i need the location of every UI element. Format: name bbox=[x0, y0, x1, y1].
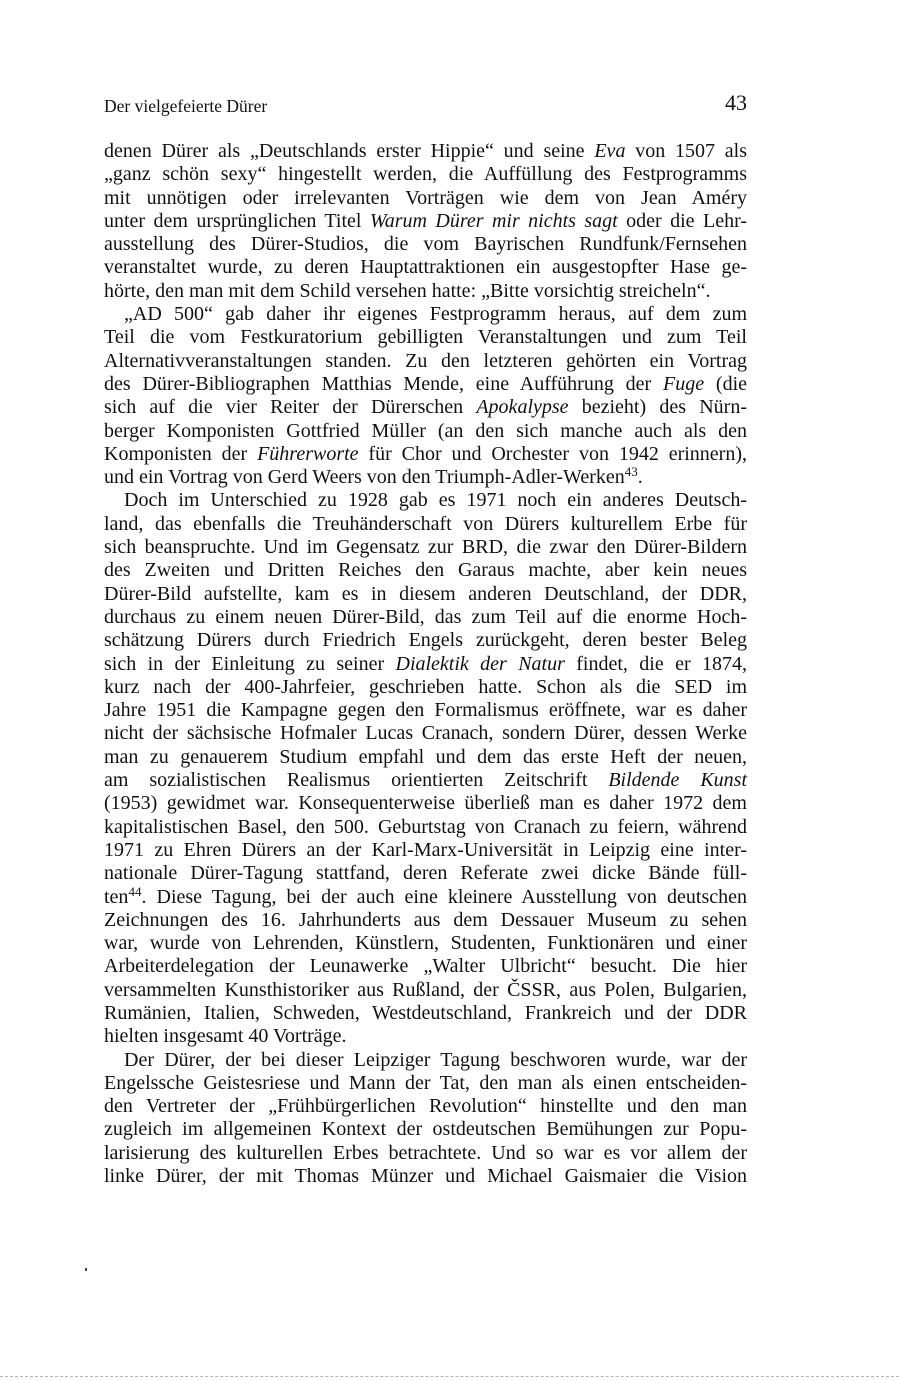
footnote-marker: 44 bbox=[128, 883, 142, 899]
text-run: man zu genauerem Studium empfahl und dem das erste Heft der neuen, bbox=[104, 745, 747, 768]
text-run: oder die Lehr- bbox=[617, 209, 748, 232]
text-run: für Chor und Orchester von 1942 erinnern), bbox=[358, 442, 747, 465]
text-line bbox=[104, 816, 747, 839]
text-line bbox=[104, 536, 747, 559]
text-line bbox=[104, 326, 747, 349]
text-run: bezieht) des Nürn- bbox=[568, 396, 747, 419]
text-run: Komponisten der bbox=[104, 442, 258, 465]
italic-title: Apokalypse bbox=[476, 396, 569, 419]
body-text bbox=[104, 140, 747, 1188]
text-run: Jahre 1951 die Kampagne gegen den Formalismus eröffnete, war es daher bbox=[104, 699, 747, 722]
text-line bbox=[104, 1142, 747, 1165]
text-run: war, wurde von Lehrenden, Künstlern, Studenten, Funktionären und einer bbox=[104, 932, 747, 955]
text-line bbox=[104, 676, 747, 699]
text-run: des Zweiten und Dritten Reiches den Garaus machte, aber kein neues bbox=[104, 559, 747, 582]
text-run: sich beanspruchte. Und im Gegensatz zur BRD, die zwar den Dürer-Bildern bbox=[104, 536, 747, 559]
text-line bbox=[104, 722, 747, 745]
text-run: kurz nach der 400-Jahrfeier, geschrieben hatte. Schon als die SED im bbox=[104, 675, 747, 698]
text-line bbox=[104, 909, 747, 932]
text-run: . Diese Tagung, bei der auch eine kleinere Ausstellung von deutschen bbox=[141, 885, 747, 908]
text-line bbox=[104, 140, 747, 163]
text-run: nicht der sächsische Hofmaler Lucas Cranach, sondern Dürer, dessen Werke bbox=[104, 722, 747, 745]
text-line bbox=[104, 187, 747, 210]
text-line bbox=[104, 420, 747, 443]
text-run: unter dem ursprünglichen Titel bbox=[104, 209, 370, 232]
text-run: am sozialistischen Realismus orientierten Zeitschrift bbox=[104, 769, 609, 792]
italic-title: Führerworte bbox=[257, 442, 359, 465]
text-line bbox=[104, 1095, 747, 1118]
text-line bbox=[104, 746, 747, 769]
text-line bbox=[104, 862, 747, 885]
paragraph bbox=[104, 489, 747, 1048]
italic-title: Dialektik der Natur bbox=[395, 652, 565, 675]
text-run: (1953) gewidmet war. Konsequenterweise überließ man es daher 1972 dem bbox=[104, 792, 747, 815]
text-line bbox=[104, 1002, 747, 1025]
text-run: Teil die vom Festkuratorium gebilligten Veranstaltungen und zum Teil bbox=[104, 326, 747, 349]
text-run: sich auf die vier Reiter der Dürerschen bbox=[104, 396, 477, 419]
text-line bbox=[104, 883, 747, 909]
text-run: den Vertreter der „Frühbürgerlichen Revolution“ hinstellte und den man bbox=[104, 1095, 747, 1118]
text-run: Der Dürer, der bei dieser Leipziger Tagung beschworen wurde, war der bbox=[124, 1048, 747, 1071]
text-run: Arbeiterdelegation der Leunawerke „Walter Ulbricht“ besucht. Die hier bbox=[104, 955, 747, 978]
text-line bbox=[104, 839, 747, 862]
text-run: denen Dürer als „Deutschlands erster Hippie“ und seine bbox=[104, 140, 595, 162]
text-line bbox=[104, 559, 747, 582]
paragraph bbox=[104, 140, 747, 303]
text-line bbox=[104, 699, 747, 722]
text-line bbox=[104, 1049, 747, 1072]
text-run: durchaus zu einem neuen Dürer-Bild, das zum Teil auf die enorme Hoch- bbox=[104, 605, 747, 628]
scan-speck bbox=[85, 1268, 87, 1271]
text-run: findet, die er 1874, bbox=[564, 652, 748, 675]
text-run: (die bbox=[704, 372, 747, 395]
text-line bbox=[104, 489, 747, 512]
text-run: nationale Dürer-Tagung stattfand, deren Referate zwei dicke Bände füll- bbox=[104, 862, 747, 885]
text-run: zugleich im allgemeinen Kontext der ostdeutschen Bemühungen zur Popu- bbox=[104, 1118, 747, 1141]
text-line bbox=[104, 210, 747, 233]
text-run: Dürer-Bild aufstellte, kam es in diesem anderen Deutschland, der DDR, bbox=[104, 582, 747, 605]
text-line bbox=[104, 350, 747, 373]
text-run: ausstellung des Dürer-Studios, die vom Bayrischen Rundfunk/Fernsehen bbox=[104, 233, 747, 256]
text-line bbox=[104, 303, 747, 326]
text-run: mit unnötigen oder irrelevanten Vorträgen wie dem von Jean Améry bbox=[104, 186, 747, 209]
text-line bbox=[104, 1072, 747, 1095]
text-line bbox=[104, 466, 747, 489]
text-run: . bbox=[637, 466, 643, 489]
text-run: Zeichnungen des 16. Jahrhunderts aus dem Dessauer Museum zu sehen bbox=[104, 908, 747, 931]
text-line bbox=[104, 373, 747, 396]
text-run: ten bbox=[104, 885, 129, 908]
text-run: larisierung des kulturellen Erbes betrachtete. Und so war es vor allem der bbox=[104, 1141, 747, 1164]
text-run: von 1507 als bbox=[625, 140, 748, 162]
running-head bbox=[104, 92, 747, 118]
text-run: Alternativveranstaltungen standen. Zu den letzteren gehörten ein Vortrag bbox=[104, 349, 747, 372]
text-line bbox=[104, 233, 747, 256]
text-line bbox=[104, 955, 747, 978]
text-run: Doch im Unterschied zu 1928 gab es 1971 noch ein anderes Deutsch- bbox=[124, 489, 747, 512]
text-run: Rumänien, Italien, Schweden, Westdeutschland, Frankreich und der DDR bbox=[104, 1001, 747, 1024]
text-line bbox=[104, 256, 747, 279]
text-run: hörte, den man mit dem Schild versehen hatte: „Bitte vorsichtig streicheln“. bbox=[104, 279, 711, 302]
text-line bbox=[104, 653, 747, 676]
text-line bbox=[104, 583, 747, 606]
page-bottom-edge bbox=[0, 1376, 899, 1377]
text-run: „ganz schön sexy“ hingestellt werden, die Auffüllung des Festprogramms bbox=[104, 163, 747, 186]
text-run: land, das ebenfalls die Treuhänderschaft von Dürers kulturellem Erbe für bbox=[104, 512, 747, 535]
text-run: berger Komponisten Gottfried Müller (an den sich manche auch als den bbox=[104, 419, 747, 442]
italic-title: Bildende Kunst bbox=[608, 769, 747, 792]
text-run: schätzung Dürers durch Friedrich Engels zurückgeht, deren bester Beleg bbox=[104, 629, 747, 652]
italic-title: Warum Dürer mir nichts sagt bbox=[369, 209, 618, 232]
text-run: sich in der Einleitung zu seiner bbox=[104, 652, 396, 675]
italic-title: Eva bbox=[594, 140, 626, 162]
text-line bbox=[104, 163, 747, 186]
text-line bbox=[104, 1165, 747, 1188]
text-run: veranstaltet wurde, zu deren Hauptattraktionen ein ausgestopfter Hase ge- bbox=[104, 256, 747, 279]
text-line bbox=[104, 1118, 747, 1141]
text-line bbox=[104, 606, 747, 629]
footnote-marker: 43 bbox=[624, 464, 638, 480]
text-line bbox=[104, 792, 747, 815]
text-line bbox=[104, 280, 747, 303]
text-line bbox=[104, 932, 747, 955]
text-line bbox=[104, 1025, 747, 1048]
paragraph bbox=[104, 303, 747, 489]
text-run: linke Dürer, der mit Thomas Münzer und Michael Gaismaier die Vision bbox=[104, 1165, 747, 1188]
text-run: 1971 zu Ehren Dürers an der Karl-Marx-Universität in Leipzig eine inter- bbox=[104, 838, 747, 861]
text-run: Engelssche Geistesriese und Mann der Tat, den man als einen entscheiden- bbox=[104, 1071, 747, 1094]
italic-title: Fuge bbox=[663, 372, 705, 395]
text-run: versammelten Kunsthistoriker aus Rußland, der ČSSR, aus Polen, Bulgarien, bbox=[104, 978, 747, 1001]
text-run: des Dürer-Bibliographen Matthias Mende, eine Aufführung der bbox=[104, 372, 663, 395]
text-run: „AD 500“ gab daher ihr eigenes Festprogramm heraus, auf dem zum bbox=[124, 303, 747, 326]
text-line bbox=[104, 443, 747, 466]
paragraph bbox=[104, 1049, 747, 1189]
running-head-title: Der vielgefeierte Dürer bbox=[104, 96, 268, 116]
text-line bbox=[104, 513, 747, 536]
text-line bbox=[104, 396, 747, 419]
text-run: und ein Vortrag von Gerd Weers von den Triumph-Adler-Werken bbox=[104, 466, 625, 489]
text-run: kapitalistischen Basel, den 500. Geburtstag von Cranach zu feiern, während bbox=[104, 815, 747, 838]
text-line bbox=[104, 769, 747, 792]
text-line bbox=[104, 979, 747, 1002]
text-line bbox=[104, 629, 747, 652]
text-run: hielten insgesamt 40 Vorträge. bbox=[104, 1025, 347, 1048]
page-number: 43 bbox=[725, 90, 747, 115]
